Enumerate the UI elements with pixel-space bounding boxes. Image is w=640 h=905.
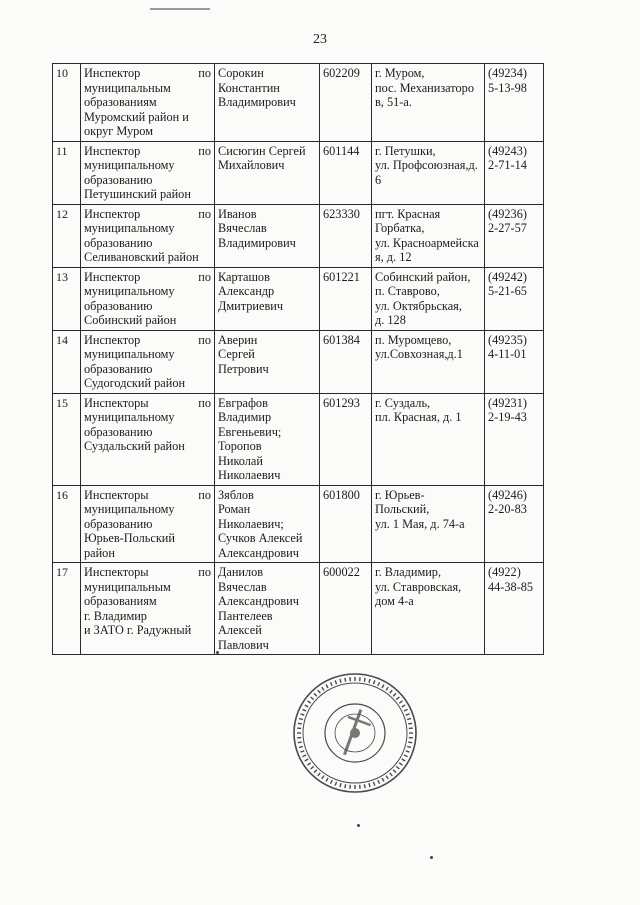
phone-cell [485, 393, 544, 485]
address-line: в, 51-а. [375, 95, 412, 109]
position-line: округ Муром [84, 124, 153, 138]
position-line: муниципальному [84, 347, 175, 361]
stamp-lettering-mark [345, 784, 346, 788]
stamp-lettering-mark [314, 693, 317, 696]
fio-line: Алексей [218, 623, 262, 637]
address-cell [372, 141, 485, 204]
stamp-lettering-mark [307, 701, 310, 703]
stamp-lettering-mark [326, 778, 328, 781]
stamp-lettering-mark [386, 687, 388, 690]
address-line: д. 128 [375, 313, 406, 327]
table-row [53, 563, 544, 655]
stamp-lettering-mark [335, 680, 336, 684]
address-line: г. Суздаль, [375, 395, 431, 410]
position-line: муниципальным [84, 579, 171, 594]
position-cell [81, 64, 215, 142]
phone-line: (49242) [488, 269, 527, 284]
stamp-lettering-mark [305, 705, 308, 707]
fio-line: Сорокин [218, 66, 264, 80]
address-line: пл. Красная, д. 1 [375, 410, 462, 424]
phone-line: 2-71-14 [488, 158, 527, 172]
row-number: 10 [53, 64, 81, 142]
stamp-lettering-mark [373, 782, 374, 786]
stamp-lettering-mark [386, 776, 388, 779]
phone-line: 2-20-83 [488, 502, 527, 516]
name-cell [215, 393, 320, 485]
postal-index-cell: 601293 [320, 393, 372, 485]
fio-line: Николаевич [218, 468, 281, 482]
position-line: район [84, 545, 115, 560]
stamp-lettering-mark [311, 766, 314, 769]
stamp-lettering-mark [364, 784, 365, 788]
position-line: образованиям [84, 95, 157, 109]
address-line: г. Петушки, [375, 143, 436, 158]
stamp-lettering-mark [318, 773, 321, 776]
fio-line: Александр [218, 284, 275, 298]
phone-line: 2-27-57 [488, 221, 527, 235]
position-line: г. Владимир [84, 608, 147, 623]
phone-line: (49231) [488, 395, 527, 410]
stamp-lettering-mark [326, 685, 328, 688]
fio-line: Вячеслав [218, 579, 267, 594]
row-number: 16 [53, 485, 81, 563]
stamp-lettering-mark [298, 742, 302, 743]
stamp-lettering-mark [335, 782, 336, 786]
stamp-lettering-mark [382, 685, 384, 688]
stamp-lettering-mark [407, 719, 411, 720]
position-line: образованию [84, 235, 153, 250]
stamp-lettering-mark [369, 679, 370, 683]
address-line: п. Муромцево, [375, 332, 452, 347]
position-line: муниципальным [84, 80, 171, 95]
stamp-lettering-mark [298, 723, 302, 724]
address-line: г. Владимир, [375, 565, 442, 579]
page-number: 23 [313, 32, 327, 47]
stamp-lettering-mark [390, 773, 393, 776]
table-row [53, 393, 544, 485]
position-line: муниципальному [84, 502, 175, 516]
phone-line: 2-19-43 [488, 410, 527, 424]
address-line: ул. 1 Мая, д. 74-а [375, 516, 465, 531]
address-line: Польский, [375, 502, 430, 516]
stamp-lettering-mark [314, 770, 317, 773]
address-cell [372, 64, 485, 142]
position-cell [81, 204, 215, 267]
scan-speck [216, 651, 219, 654]
position-line: муниципальному [84, 284, 175, 298]
fio-line: Роман [218, 502, 251, 516]
name-cell [215, 485, 320, 563]
phone-line: (49235) [488, 332, 527, 347]
stamp-lettering-mark [300, 714, 304, 715]
table-row [53, 485, 544, 563]
fio-line: Сергей [218, 347, 255, 361]
phone-cell [485, 267, 544, 330]
scan-artifact [150, 8, 210, 10]
position-line: Судогодский район [84, 376, 186, 390]
stamp-lettering-mark [406, 714, 410, 715]
row-number: 13 [53, 267, 81, 330]
fio-line: Сучков Алексей [218, 531, 303, 545]
row-number: 12 [53, 204, 81, 267]
position-line: Собинский район [84, 313, 177, 327]
position-line: Селивановский район [84, 250, 199, 264]
address-line: дом 4-а [375, 594, 414, 608]
address-cell [372, 267, 485, 330]
stamp-lettering-mark [330, 682, 332, 686]
phone-line: (49234) [488, 66, 527, 80]
stamp-lettering-mark [302, 755, 306, 757]
address-line: ул. Ставровская, [375, 579, 462, 594]
fio-line: Евгеньевич; [218, 424, 282, 439]
phone-cell [485, 141, 544, 204]
fio-line: Вячеслав [218, 221, 267, 235]
fio-line: Зяблов [218, 487, 254, 502]
fio-line: Дмитриевич [218, 298, 284, 313]
phone-line: (49236) [488, 206, 527, 221]
stamp-lettering-mark [318, 690, 321, 693]
stamp-lettering-mark [307, 763, 310, 765]
stamp-lettering-mark [399, 763, 402, 765]
address-cell [372, 204, 485, 267]
name-cell [215, 204, 320, 267]
scan-speck [357, 824, 360, 827]
position-line: Инспекторы по [84, 487, 211, 502]
phone-line: 4-11-01 [488, 347, 527, 361]
stamp-lettering-mark [402, 759, 405, 761]
stamp-lettering-mark [340, 679, 341, 683]
fio-line: Торопов [218, 439, 262, 453]
fio-line: Константин [218, 80, 280, 95]
table-row [53, 267, 544, 330]
stamp-lettering-mark [369, 783, 370, 787]
fio-line: Данилов [218, 565, 264, 579]
position-cell [81, 485, 215, 563]
position-line: Муромский район и [84, 109, 189, 124]
position-line: муниципальному [84, 410, 175, 424]
position-line: Инспектор по [84, 206, 211, 221]
stamp-lettering-mark [373, 680, 374, 684]
fio-line: Николаевич; [218, 516, 284, 531]
phone-line: (49246) [488, 487, 527, 502]
stamp-lettering-mark [299, 719, 303, 720]
postal-index-cell: 600022 [320, 563, 372, 655]
name-cell [215, 330, 320, 393]
row-number: 14 [53, 330, 81, 393]
name-cell [215, 141, 320, 204]
row-number: 15 [53, 393, 81, 485]
fio-line: Михайлович [218, 158, 285, 172]
stamp-lettering-mark [311, 697, 314, 700]
address-line: ул. Красноармейска [375, 235, 479, 250]
position-line: Инспектор по [84, 269, 211, 284]
address-line: ул. Профсоюзная,д. [375, 158, 478, 172]
position-line: Суздальский район [84, 439, 185, 453]
postal-index-cell: 601144 [320, 141, 372, 204]
stamp-lettering-mark [390, 690, 393, 693]
position-line: Инспектор по [84, 66, 211, 80]
stamp-lettering-mark [399, 701, 402, 703]
postal-index-cell: 602209 [320, 64, 372, 142]
phone-line: 44-38-85 [488, 579, 534, 594]
stamp-lettering-mark [330, 780, 332, 784]
position-cell [81, 330, 215, 393]
stamp-lettering-mark [299, 746, 303, 747]
phone-cell [485, 485, 544, 563]
row-number: 11 [53, 141, 81, 204]
stamp-lettering-mark [404, 755, 408, 757]
address-cell [372, 563, 485, 655]
position-cell [81, 393, 215, 485]
name-cell [215, 267, 320, 330]
fio-line: Сисюгин Сергей [218, 143, 306, 158]
position-line: образованиям [84, 594, 157, 608]
address-line: Горбатка, [375, 221, 425, 235]
fio-line: Пантелеев [218, 608, 273, 623]
position-line: муниципальному [84, 158, 175, 172]
fio-line: Александрович [218, 594, 299, 608]
address-line: ул. Октябрьская, [375, 298, 462, 313]
position-line: муниципальному [84, 221, 175, 235]
stamp-lettering-mark [408, 723, 412, 724]
position-cell [81, 563, 215, 655]
fio-line: Владимир [218, 410, 272, 424]
scan-speck [430, 856, 433, 859]
stamp-lettering-mark [300, 751, 304, 752]
table-row [53, 64, 544, 142]
address-line: я, д. 12 [375, 250, 412, 264]
address-cell [372, 393, 485, 485]
stamp-lettering-mark [402, 705, 405, 707]
address-line: пос. Механизаторо [375, 80, 474, 95]
fio-line: Владимирович [218, 235, 296, 250]
position-line: образованию [84, 424, 153, 439]
address-cell [372, 330, 485, 393]
stamp-lettering-mark [302, 709, 306, 711]
table-row [53, 204, 544, 267]
address-line: Собинский район, [375, 269, 471, 284]
official-seal-stamp [291, 669, 419, 797]
stamp-lettering-mark [407, 746, 411, 747]
position-line: образованию [84, 361, 153, 376]
position-line: образованию [84, 516, 153, 531]
fio-line: Карташов [218, 269, 270, 284]
position-line: Юрьев-Польский [84, 531, 175, 545]
name-cell [215, 64, 320, 142]
position-line: Инспекторы по [84, 395, 211, 410]
stamp-lettering-mark [378, 682, 380, 686]
table-row [53, 330, 544, 393]
stamp-lettering-mark [404, 709, 408, 711]
stamp-lettering-mark [396, 766, 399, 769]
fio-line: Александрович [218, 545, 299, 560]
fio-line: Владимирович [218, 95, 296, 109]
stamp-lettering-mark [393, 770, 396, 773]
postal-index-cell: 623330 [320, 204, 372, 267]
fio-line: Павлович [218, 637, 269, 652]
phone-line: 5-13-98 [488, 80, 527, 95]
phone-cell [485, 563, 544, 655]
stamp-lettering-mark [364, 678, 365, 682]
position-line: и ЗАТО г. Радужный [84, 623, 192, 637]
postal-index-cell: 601221 [320, 267, 372, 330]
fio-line: Евграфов [218, 395, 268, 410]
stamp-lettering-mark [345, 678, 346, 682]
fio-line: Николай [218, 453, 263, 468]
position-line: образованию [84, 298, 153, 313]
address-line: 6 [375, 172, 382, 187]
phone-cell [485, 204, 544, 267]
position-cell [81, 141, 215, 204]
phone-line: (49243) [488, 143, 527, 158]
fio-line: Аверин [218, 332, 258, 347]
phone-cell [485, 64, 544, 142]
postal-index-cell: 601800 [320, 485, 372, 563]
phone-cell [485, 330, 544, 393]
address-cell [372, 485, 485, 563]
stamp-lettering-mark [393, 693, 396, 696]
position-line: Инспектор по [84, 143, 211, 158]
row-number: 17 [53, 563, 81, 655]
position-line: Инспекторы по [84, 565, 211, 579]
inspectors-table [52, 63, 544, 655]
stamp-lettering-mark [340, 783, 341, 787]
stamp-lettering-mark [406, 751, 410, 752]
stamp-lettering-mark [322, 687, 324, 690]
position-line: образованию [84, 172, 153, 187]
stamp-lettering-mark [322, 776, 324, 779]
position-cell [81, 267, 215, 330]
address-line: ул.Совхозная,д.1 [375, 347, 463, 361]
stamp-lettering-mark [378, 780, 380, 784]
position-line: Петушинский район [84, 187, 191, 201]
address-line: п. Ставрово, [375, 284, 440, 298]
postal-index-cell: 601384 [320, 330, 372, 393]
fio-line: Петрович [218, 361, 269, 376]
stamp-lettering-mark [408, 742, 412, 743]
stamp-lettering-mark [382, 778, 384, 781]
address-line: г. Юрьев- [375, 487, 425, 502]
stamp-lettering-mark [305, 759, 308, 761]
fio-line: Иванов [218, 206, 257, 221]
address-line: г. Муром, [375, 66, 425, 80]
name-cell [215, 563, 320, 655]
table-row [53, 141, 544, 204]
position-line: Инспектор по [84, 332, 211, 347]
stamp-lettering-mark [396, 697, 399, 700]
phone-line: 5-21-65 [488, 284, 527, 298]
phone-line: (4922) [488, 565, 521, 579]
address-line: пгт. Красная [375, 206, 441, 221]
